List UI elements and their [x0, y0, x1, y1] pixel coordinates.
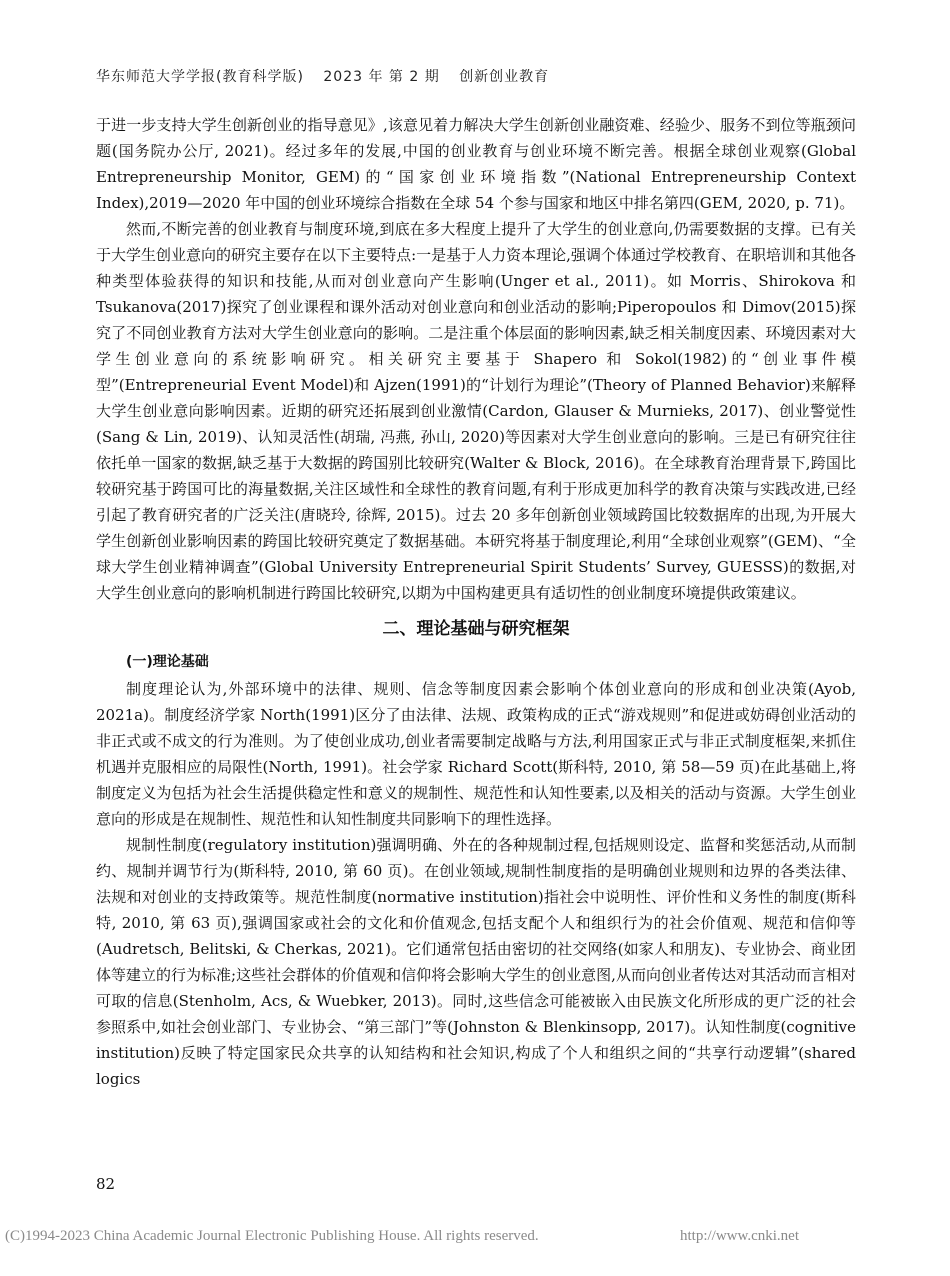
page-number: 82 — [96, 1175, 116, 1193]
paragraph-institutional-theory: 制度理论认为,外部环境中的法律、规则、信念等制度因素会影响个体创业意向的形成和创业决策(Ayob, 2021a)。制度经济学家 North(1991)区分了由法律、法规、政策构成的正式“游戏规则”和促进或妨碍创业活动的非正式或不成文的行为准则。为了使创业成功,创业者需要制定战略与方法,利用国家正式与非正式制度框架,来抓住机遇并克服相应的局限性(North, 1991)。社会学家 Richard Scott(斯科特, 2010, 第 58—59 页)在此基础上,将制度定义为包括为社会生活提供稳定性和意义的规制性、规范性和认知性要素,以及相关的活动与资源。大学生创业意向的形成是在规制性、规范性和认知性制度共同影响下的理性选择。 — [96, 680, 856, 828]
paragraph-continued: 于进一步支持大学生创新创业的指导意见》,该意见着力解决大学生创新创业融资难、经验少、服务不到位等瓶颈问题(国务院办公厅, 2021)。经过多年的发展,中国的创业教育与创业环境不断完善。根据全球创业观察(Global Entrepreneurship Monitor, GEM)的“国家创业环境指数”(National Entrepreneurship Context Index),2019—2020 年中国的创业环境综合指数在全球 54 个参与国家和地区中排名第四(GEM, 2020, p. 71)。 — [96, 116, 856, 212]
running-header — [96, 66, 563, 86]
paragraph-research-status: 然而,不断完善的创业教育与制度环境,到底在多大程度上提升了大学生的创业意向,仍需要数据的支撑。已有关于大学生创业意向的研究主要存在以下主要特点:一是基于人力资本理论,强调个体通过学校教育、在职培训和其他各种类型体验获得的知识和技能,从而对创业意向产生影响(Unger et al., 2011)。如 Morris、Shirokova 和 Tsukanova(2017)探究了创业课程和课外活动对创业意向和创业活动的影响;Piperopoulos 和 Dimov(2015)探究了不同创业教育方法对大学生创业意向的影响。二是注重个体层面的影响因素,缺乏相关制度因素、环境因素对大学生创业意向的系统影响研究。相关研究主要基于 Shapero 和 Sokol(1982)的“创业事件模型”(Entrepreneurial Event Model)和 Ajzen(1991)的“计划行为理论”(Theory of Planned Behavior)来解释大学生创业意向影响因素。近期的研究还拓展到创业激情(Cardon, Glauser & Murnieks, 2017)、创业警觉性(Sang & Lin, 2019)、认知灵活性(胡瑞, 冯燕, 孙山, 2020)等因素对大学生创业意向的影响。三是已有研究往往依托单一国家的数据,缺乏基于大数据的跨国别比较研究(Walter & Block, 2016)。在全球教育治理背景下,跨国比较研究基于跨国可比的海量数据,关注区域性和全球性的教育问题,有利于形成更加科学的教育决策与实践改进,已经引起了教育研究者的广泛关注(唐晓玲, 徐辉, 2015)。过去 20 多年创新创业领域跨国比较数据库的出现,为开展大学生创新创业影响因素的跨国比较研究奠定了数据基础。本研究将基于制度理论,利用“全球创业观察”(GEM)、“全球大学生创业精神调查”(Global University Entrepreneurial Spirit Students’ Survey, GUESSS)的数据,对大学生创业意向的影响机制进行跨国比较研究,以期为中国构建更具有适切性的创业制度环境提供政策建议。 — [96, 220, 856, 602]
journal-name: 华东师范大学学报(教育科学版) — [96, 69, 304, 85]
column-label: 创新创业教育 — [459, 69, 550, 85]
cnki-url: http://www.cnki.net — [680, 1228, 800, 1244]
paragraph-regulatory-institution: 规制性制度(regulatory institution)强调明确、外在的各种规制过程,包括规则设定、监督和奖惩活动,从而制约、规制并调节行为(斯科特, 2010, 第 60 页)。在创业领域,规制性制度指的是明确创业规则和边界的各类法律、法规和对创业的支持政策等。规范性制度(normative institution)指社会中说明性、评价性和义务性的制度(斯科特, 2010, 第 63 页),强调国家或社会的文化和价值观念,包括支配个人和组织行为的社会价值观、规范和信仰等(Audretsch, Belitski, & Cherkas, 2021)。它们通常包括由密切的社交网络(如家人和朋友)、专业协会、商业团体等建立的行为标准;这些社会群体的价值观和信仰将会影响大学生的创业意图,从而向创业者传达对其活动而言相对可取的信息(Stenholm, Acs, & Wuebker, 2013)。同时,这些信念可能被嵌入由民族文化所形成的更广泛的社会参照系中,如社会创业部门、专业协会、“第三部门”等(Johnston & Blenkinsopp, 2017)。认知性制度(cognitive institution)反映了特定国家民众共享的认知结构和社会知识,构成了个人和组织之间的“共享行动逻辑”(shared logics — [96, 836, 856, 1088]
subsection-title: (一)理论基础 — [126, 654, 209, 670]
article-body — [96, 112, 856, 1092]
section-title: 二、理论基础与研究框架 — [382, 619, 570, 639]
issue-label: 2023 年 第 2 期 — [323, 69, 440, 85]
copyright-notice: (C)1994-2023 China Academic Journal Electronic Publishing House. All rights reserved. — [5, 1228, 539, 1244]
